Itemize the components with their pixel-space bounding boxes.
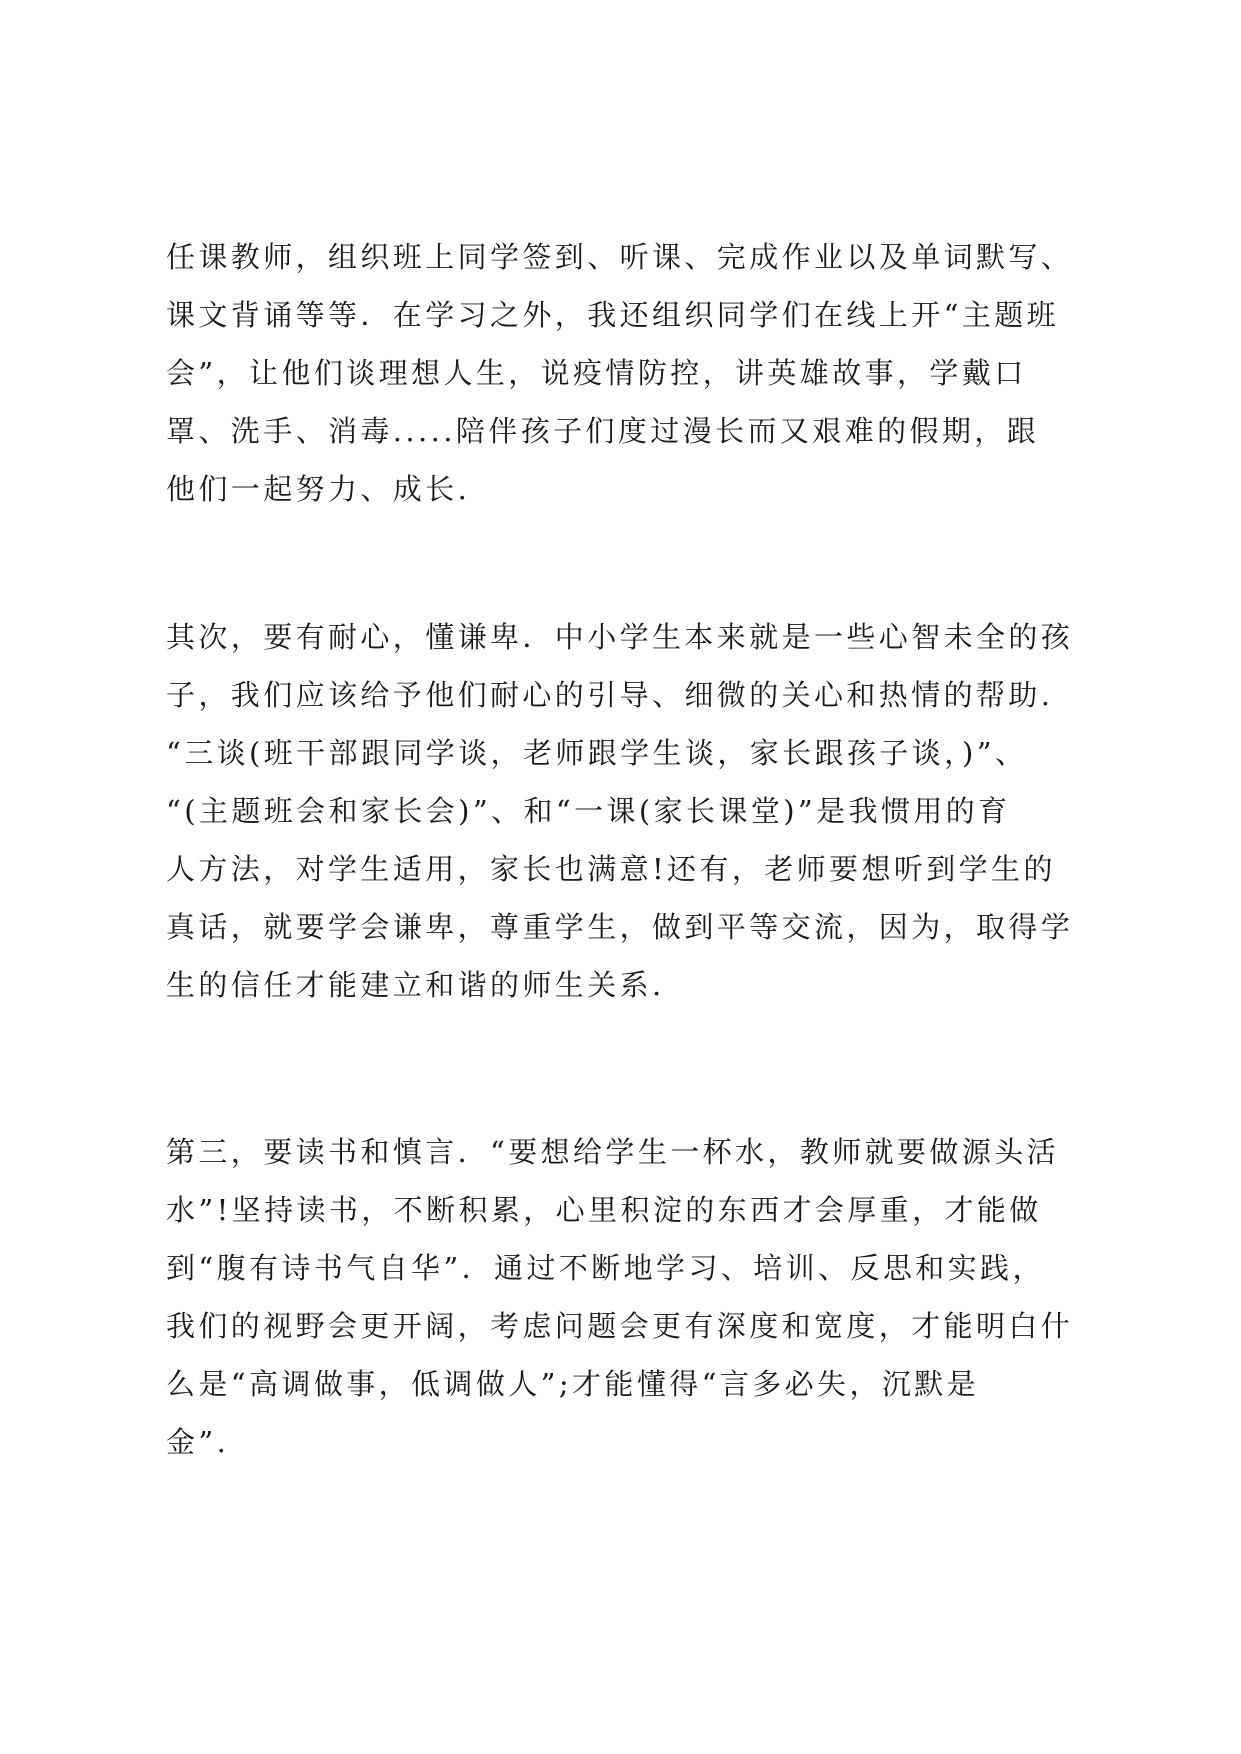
paragraph-line: 他们一起努力、成长. [166,472,471,506]
paragraph-line: 任课教师，组织班上同学签到、听课、完成作业以及单词默写、 [166,240,1074,274]
paragraph-line: 到“腹有诗书气自华”．通过不断地学习、培训、反思和实践， [166,1251,1045,1285]
paragraph-line: 金”. [166,1425,230,1459]
paragraph-line: 真话，就要学会谦卑，尊重学生，做到平等交流，因为，取得学 [166,910,1074,944]
paragraph-line: 么是“高调做事，低调做人”;才能懂得“言多必失，沉默是 [166,1367,980,1401]
paragraph-line: 水”!坚持读书，不断积累，心里积淀的东西才会厚重，才能做 [166,1193,1042,1227]
paragraph-1 [166,228,1096,518]
paragraph-3 [166,1123,1096,1471]
paragraph-line: 课文背诵等等．在学习之外，我还组织同学们在线上开“主题班 [166,298,1060,332]
paragraph-line: 会”，让他们谈理想人生，说疫情防控，讲英雄故事，学戴口 [166,356,1027,390]
paragraph-line: 其次，要有耐心，懂谦卑．中小学生本来就是一些心智未全的孩 [166,620,1074,654]
paragraph-line: “(主题班会和家长会)”、和“一课(家长课堂)”是我惯用的育 [166,794,1011,828]
paragraph-line: 人方法，对学生适用，家长也满意!还有，老师要想听到学生的 [166,852,1056,886]
paragraph-line: 子，我们应该给予他们耐心的引导、细微的关心和热情的帮助. [166,678,1054,712]
paragraph-2 [166,608,1096,1014]
paragraph-line: 生的信任才能建立和谐的师生关系. [166,968,665,1002]
paragraph-line: 第三，要读书和慎言．“要想给学生一杯水，教师就要做源头活 [166,1135,1060,1169]
paragraph-line: 罩、洗手、消毒.....陪伴孩子们度过漫长而又艰难的假期，跟 [166,414,1040,448]
paragraph-line: 我们的视野会更开阔，考虑问题会更有深度和宽度，才能明白什 [166,1309,1074,1343]
paragraph-line: “三谈(班干部跟同学谈，老师跟学生谈，家长跟孩子谈，)”、 [166,736,1028,770]
